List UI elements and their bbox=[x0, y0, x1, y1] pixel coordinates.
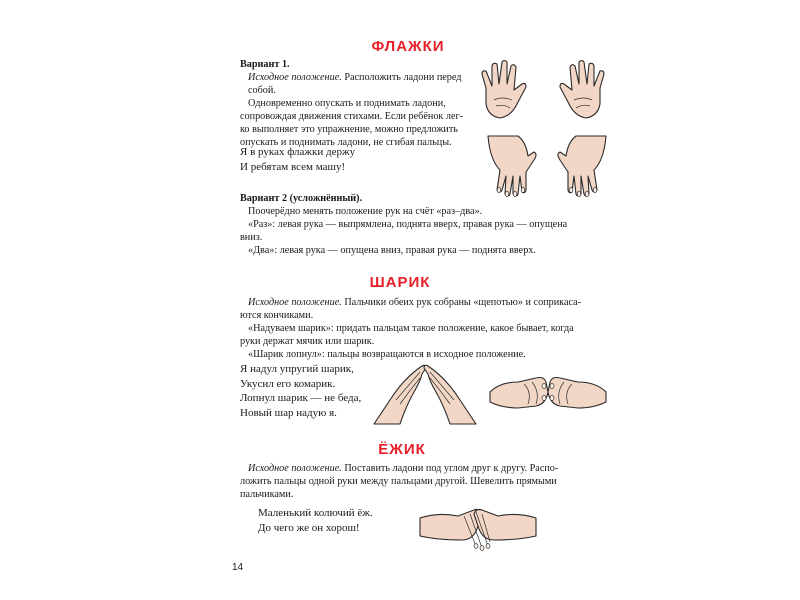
section-title-ball: ШАРИК bbox=[369, 274, 431, 291]
flags-variant2-line1: Поочерёдно менять положение рук на счёт «раз–два». bbox=[248, 206, 483, 217]
hedgehog-line3: пальчиками. bbox=[240, 489, 294, 500]
hedgehog-poem-line: Маленький колючий ёж. bbox=[258, 507, 373, 519]
hedgehog-poem bbox=[258, 506, 373, 535]
fingertips-ball-illustration bbox=[488, 362, 608, 428]
open-palms-up-illustration bbox=[478, 56, 608, 126]
flags-variant1-line3: сопровождая движения стихами. Если ребёнок лег- bbox=[240, 111, 464, 122]
ball-poem-line: Я надул упругий шарик, bbox=[240, 363, 354, 375]
hedgehog-lead bbox=[240, 462, 600, 475]
flags-variant1-title: Вариант 1. bbox=[240, 59, 290, 70]
flags-variant1-text bbox=[240, 58, 480, 149]
flags-variant2-line3: вниз. bbox=[240, 232, 263, 243]
interlaced-fingers-illustration bbox=[418, 496, 538, 554]
flags-poem-line: Я в руках флажки держу bbox=[240, 146, 356, 158]
flags-variant2-line2: «Раз»: левая рука — выпрямлена, поднята вверх, правая рука — опущена bbox=[248, 219, 568, 230]
flags-variant2-text bbox=[240, 192, 600, 257]
flags-variant2-title: Вариант 2 (усложнённый). bbox=[240, 193, 363, 204]
ball-lead-italic: Исходное положение. bbox=[248, 297, 342, 308]
ball-poem-line: Лопнул шарик — не беда, bbox=[240, 392, 362, 405]
ball-text bbox=[240, 296, 600, 361]
flags-variant1-line4: ко выполняет это упражнение, можно предложить bbox=[240, 124, 458, 135]
ball-poem-line: Укусил его комарик. bbox=[240, 377, 336, 390]
flags-variant1-line5: опускать и поднимать ладони, не сгибая пальцы. bbox=[240, 137, 452, 148]
hedgehog-lead-rest: Поставить ладони под углом друг к другу. Распо- bbox=[341, 463, 559, 474]
ball-lead bbox=[240, 296, 600, 309]
section-title-hedgehog: ЁЖИК bbox=[378, 441, 426, 458]
hedgehog-line2: ложить пальцы одной руки между пальцами другой. Шевелить прямыми bbox=[240, 476, 557, 487]
hedgehog-poem-line: До чего же он хорош! bbox=[258, 521, 360, 534]
ball-line2: ются кончиками. bbox=[240, 310, 314, 321]
ball-poem-line: Новый шар надую я. bbox=[240, 406, 337, 419]
ball-line5: «Шарик лопнул»: пальцы возвращаются в исходное положение. bbox=[248, 349, 526, 360]
ball-line4: руки держат мячик или шарик. bbox=[240, 336, 375, 347]
flags-lead-rest: Расположить ладони перед собой. bbox=[248, 72, 462, 96]
palms-down-illustration bbox=[482, 132, 612, 200]
flags-lead-italic: Исходное положение. bbox=[248, 72, 342, 83]
ball-lead-rest: Пальчики обеих рук собраны «щепотью» и соприкаса- bbox=[341, 297, 582, 308]
page-number: 14 bbox=[232, 562, 244, 573]
section-title-flags: ФЛАЖКИ bbox=[371, 38, 445, 55]
flags-variant2-line4: «Два»: левая рука — опущена вниз, правая рука — поднята вверх. bbox=[248, 245, 536, 256]
hands-roof-illustration bbox=[370, 360, 480, 430]
ball-poem bbox=[240, 362, 361, 420]
hedgehog-lead-italic: Исходное положение. bbox=[248, 463, 342, 474]
flags-variant1-line2: Одновременно опускать и поднимать ладони, bbox=[248, 98, 446, 109]
flags-poem bbox=[240, 145, 355, 174]
flags-poem-line: И ребятам всем машу! bbox=[240, 160, 346, 173]
ball-line3: «Надуваем шарик»: придать пальцам такое положение, какое бывает, когда bbox=[248, 323, 574, 334]
flags-variant1-lead bbox=[240, 71, 480, 97]
